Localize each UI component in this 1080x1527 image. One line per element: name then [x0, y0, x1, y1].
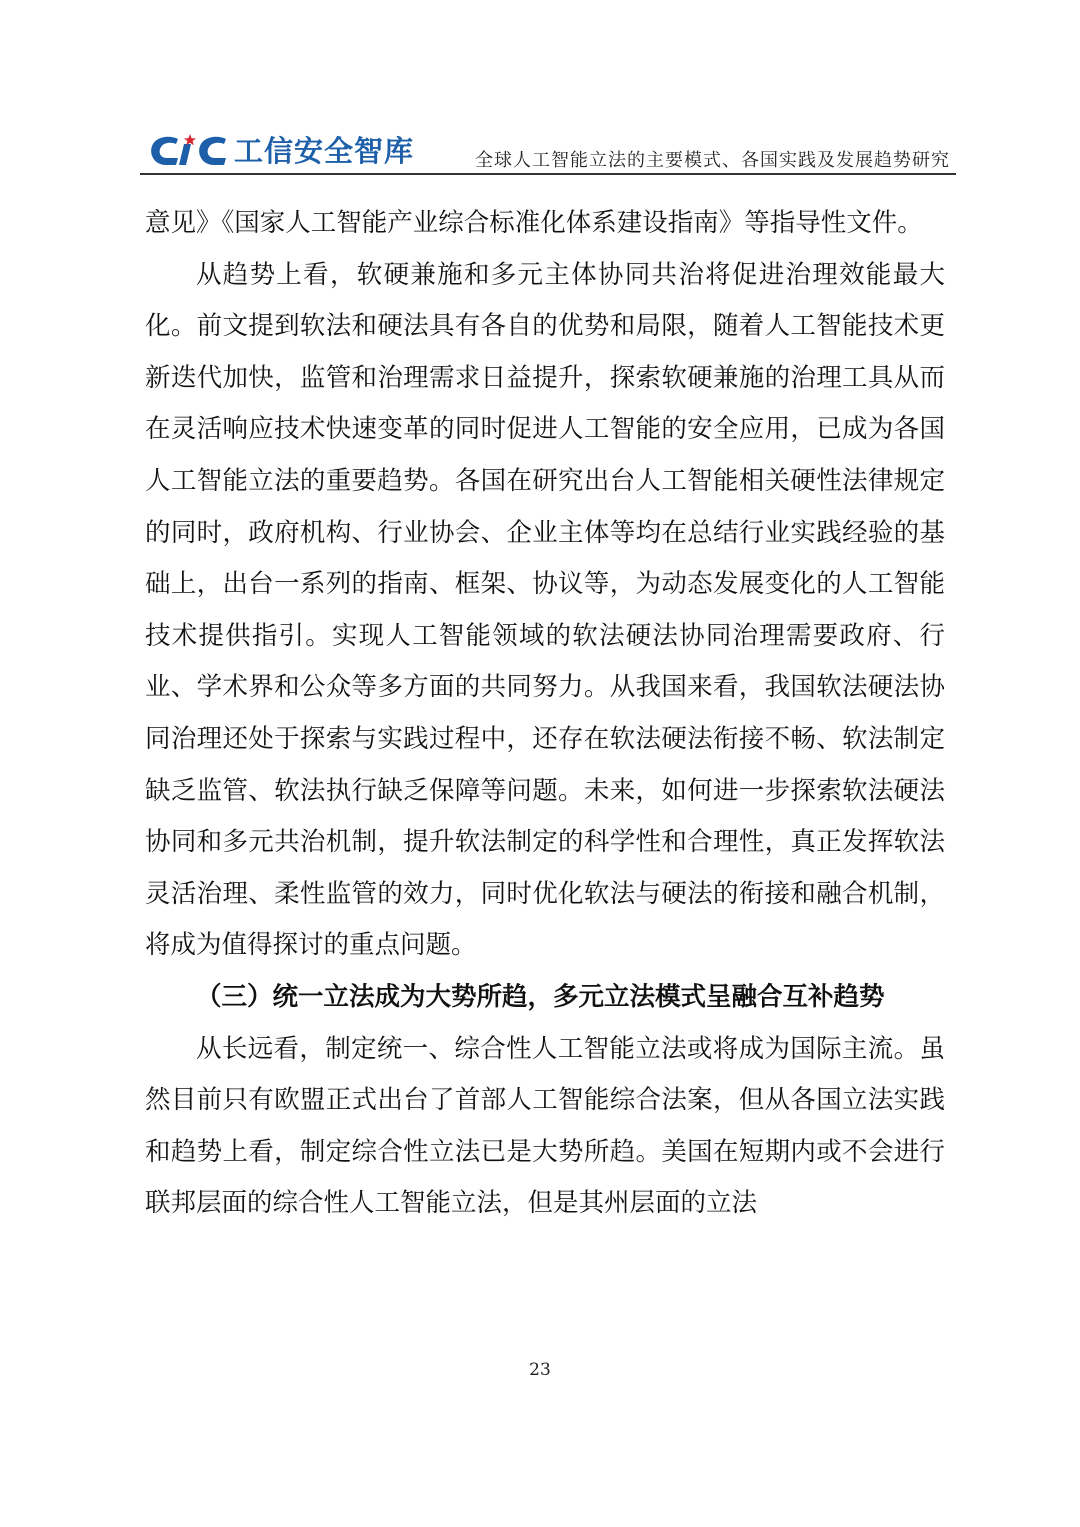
section-heading: （三）统一立法成为大势所趋，多元立法模式呈融合互补趋势 [196, 981, 885, 1012]
document-title: 全球人工智能立法的主要模式、各国实践及发展趋势研究 [475, 150, 950, 171]
page-header [148, 128, 956, 176]
cic-logo-icon [148, 132, 230, 170]
header-divider [140, 173, 956, 175]
page-body [145, 198, 945, 1230]
paragraph-2: 从趋势上看，软硬兼施和多元主体协同共治将促进治理效能最大化。前文提到软法和硬法具有各自的优势和局限，随着人工智能技术更新迭代加快，监管和治理需求日益提升，探索软硬兼施的治理工具从而在灵活响应技术快速变革的同时促进人工智能的安全应用，已成为各国人工智能立法的重要趋势。各国在研究出台人工智能相关硬性法律规定的同时，政府机构、行业协会、企业主体等均在总结行业实践经验的基础上，出台一系列的指南、框架、协议等，为动态发展变化的人工智能技术提供指引。实现人工智能领域的软法硬法协同治理需要政府、行业、学术界和公众等多方面的共同努力。从我国来看，我国软法硬法协同治理还处于探索与实践过程中，还存在软法硬法衔接不畅、软法制定缺乏监管、软法执行缺乏保障等问题。未来，如何进一步探索软法硬法协同和多元共治机制，提升软法制定的科学性和合理性，真正发挥软法灵活治理、柔性监管的效力，同时优化软法与硬法的衔接和融合机制，将成为值得探讨的重点问题。 [145, 259, 945, 961]
paragraph-3: 从长远看，制定统一、综合性人工智能立法或将成为国际主流。虽然目前只有欧盟正式出台了首部人工智能综合法案，但从各国立法实践和趋势上看，制定综合性立法已是大势所趋。美国在短期内或不会进行联邦层面的综合性人工智能立法，但是其州层面的立法 [145, 1033, 945, 1219]
paragraph-1: 意见》《国家人工智能产业综合标准化体系建设指南》等指导性文件。 [145, 208, 923, 238]
logo [148, 130, 414, 172]
logo-text: 工信安全智库 [234, 134, 415, 168]
page-number: 23 [529, 1360, 551, 1380]
